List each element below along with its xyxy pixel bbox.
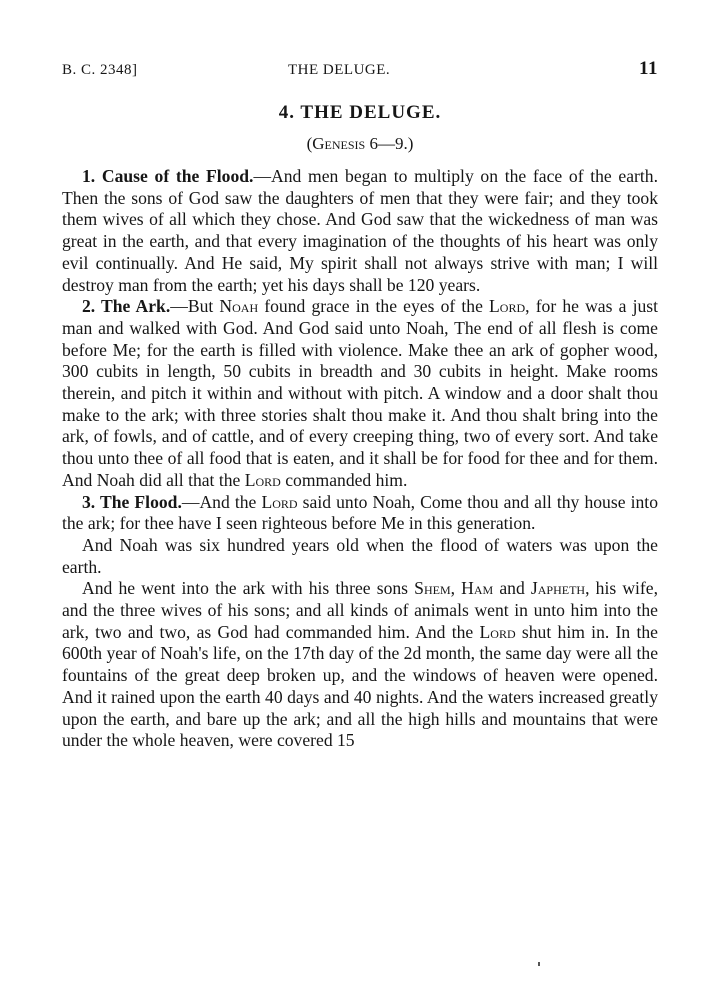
text-run: ,	[450, 578, 462, 599]
text-run: —And the	[181, 491, 262, 512]
running-head-title: THE DELUGE.	[288, 62, 391, 78]
name-lord: Lord	[261, 491, 298, 512]
page-number: 11	[639, 58, 658, 79]
paragraph-noah-age	[62, 535, 658, 578]
name-lord: Lord	[244, 469, 281, 490]
text-run: found grace in the eyes of the	[258, 296, 490, 317]
paragraph-cause-of-flood	[62, 166, 658, 296]
text-run: , his wife, and the three wives of his sons; and all kinds of animals went in unto him into the ark, two and two, as God had commanded him. And the	[62, 578, 658, 642]
section-heading: 1. Cause of the Flood.	[82, 166, 254, 186]
name-lord: Lord	[489, 296, 526, 317]
ref-range: 6—9.)	[365, 134, 414, 153]
ref-open: (	[306, 134, 313, 153]
paragraph-text: —And men began to multiply on the face of the earth. Then the sons of God saw the daughters of men that they were fair; and they took them wives of all which they chose. And God saw that the wickedness of man was great in the earth, and that every imagination of the thoughts of his heart was only evil continually. And He said, My spirit shall not always strive with man; I will destroy man from the earth; yet his days shall be 120 years.	[62, 166, 658, 295]
text-run: shut him in. In the 600th year of Noah's life, on the 17th day of the 2d month, the same day were all the fountains of the great deep broken up, and the windows of heaven were opened. And it rained upon the earth 40 days and 40 nights. And the waters increased greatly upon the earth, and bare up the ark; and all the high hills and mountains that were under the whole heaven, were covered 15	[62, 621, 658, 751]
chapter-reference	[62, 134, 658, 160]
name-ham: Ham	[461, 578, 494, 599]
name-shem: Shem	[414, 578, 451, 599]
ref-book: Genesis	[312, 134, 366, 153]
paragraph-into-the-ark	[62, 578, 658, 752]
text-run: said unto Noah, Come thou and all thy house into the ark; for thee have I seen righteous before Me in this generation.	[62, 491, 658, 534]
paragraph-the-ark	[62, 296, 658, 491]
name-noah: Noah	[219, 296, 259, 317]
paragraph-the-flood	[62, 492, 658, 535]
text-run: —But	[170, 296, 220, 317]
text-run: , for he was a just man and walked with God. And God said unto Noah, The end of all flesh is come before Me; for the earth is filled with violence. Make thee an ark of gopher wood, 300 cubits in length, 50 cubits in breadth and 30 cubits in height. Make rooms therein, and pitch it within and without with pitch. A window and a door shalt thou make to the ark; with three stories shalt thou make it. And thou shalt bring into the ark, of fowls, and of cattle, and of every creeping thing, two of every sort. And take thou unto thee of all food that is eaten, and it shall be for food for thee and for them. And Noah did all that the	[62, 296, 658, 490]
section-heading: 2. The Ark.	[82, 296, 171, 317]
section-heading: 3. The Flood.	[82, 491, 182, 512]
page-speck	[538, 962, 540, 966]
book-page	[62, 58, 658, 752]
paragraph-text: And Noah was six hundred years old when the flood of waters was upon the earth.	[62, 534, 658, 577]
name-lord: Lord	[479, 621, 516, 642]
text-run: and	[493, 578, 531, 599]
text-run: And he went into the ark with his three sons	[82, 578, 415, 599]
chapter-title: 4. THE DELUGE.	[278, 102, 442, 123]
running-head-date: B. C. 2348]	[62, 62, 138, 78]
name-japheth: Japheth	[530, 578, 586, 599]
running-head	[62, 58, 658, 88]
text-run: commanded him.	[280, 469, 408, 490]
chapter-body	[62, 166, 658, 752]
